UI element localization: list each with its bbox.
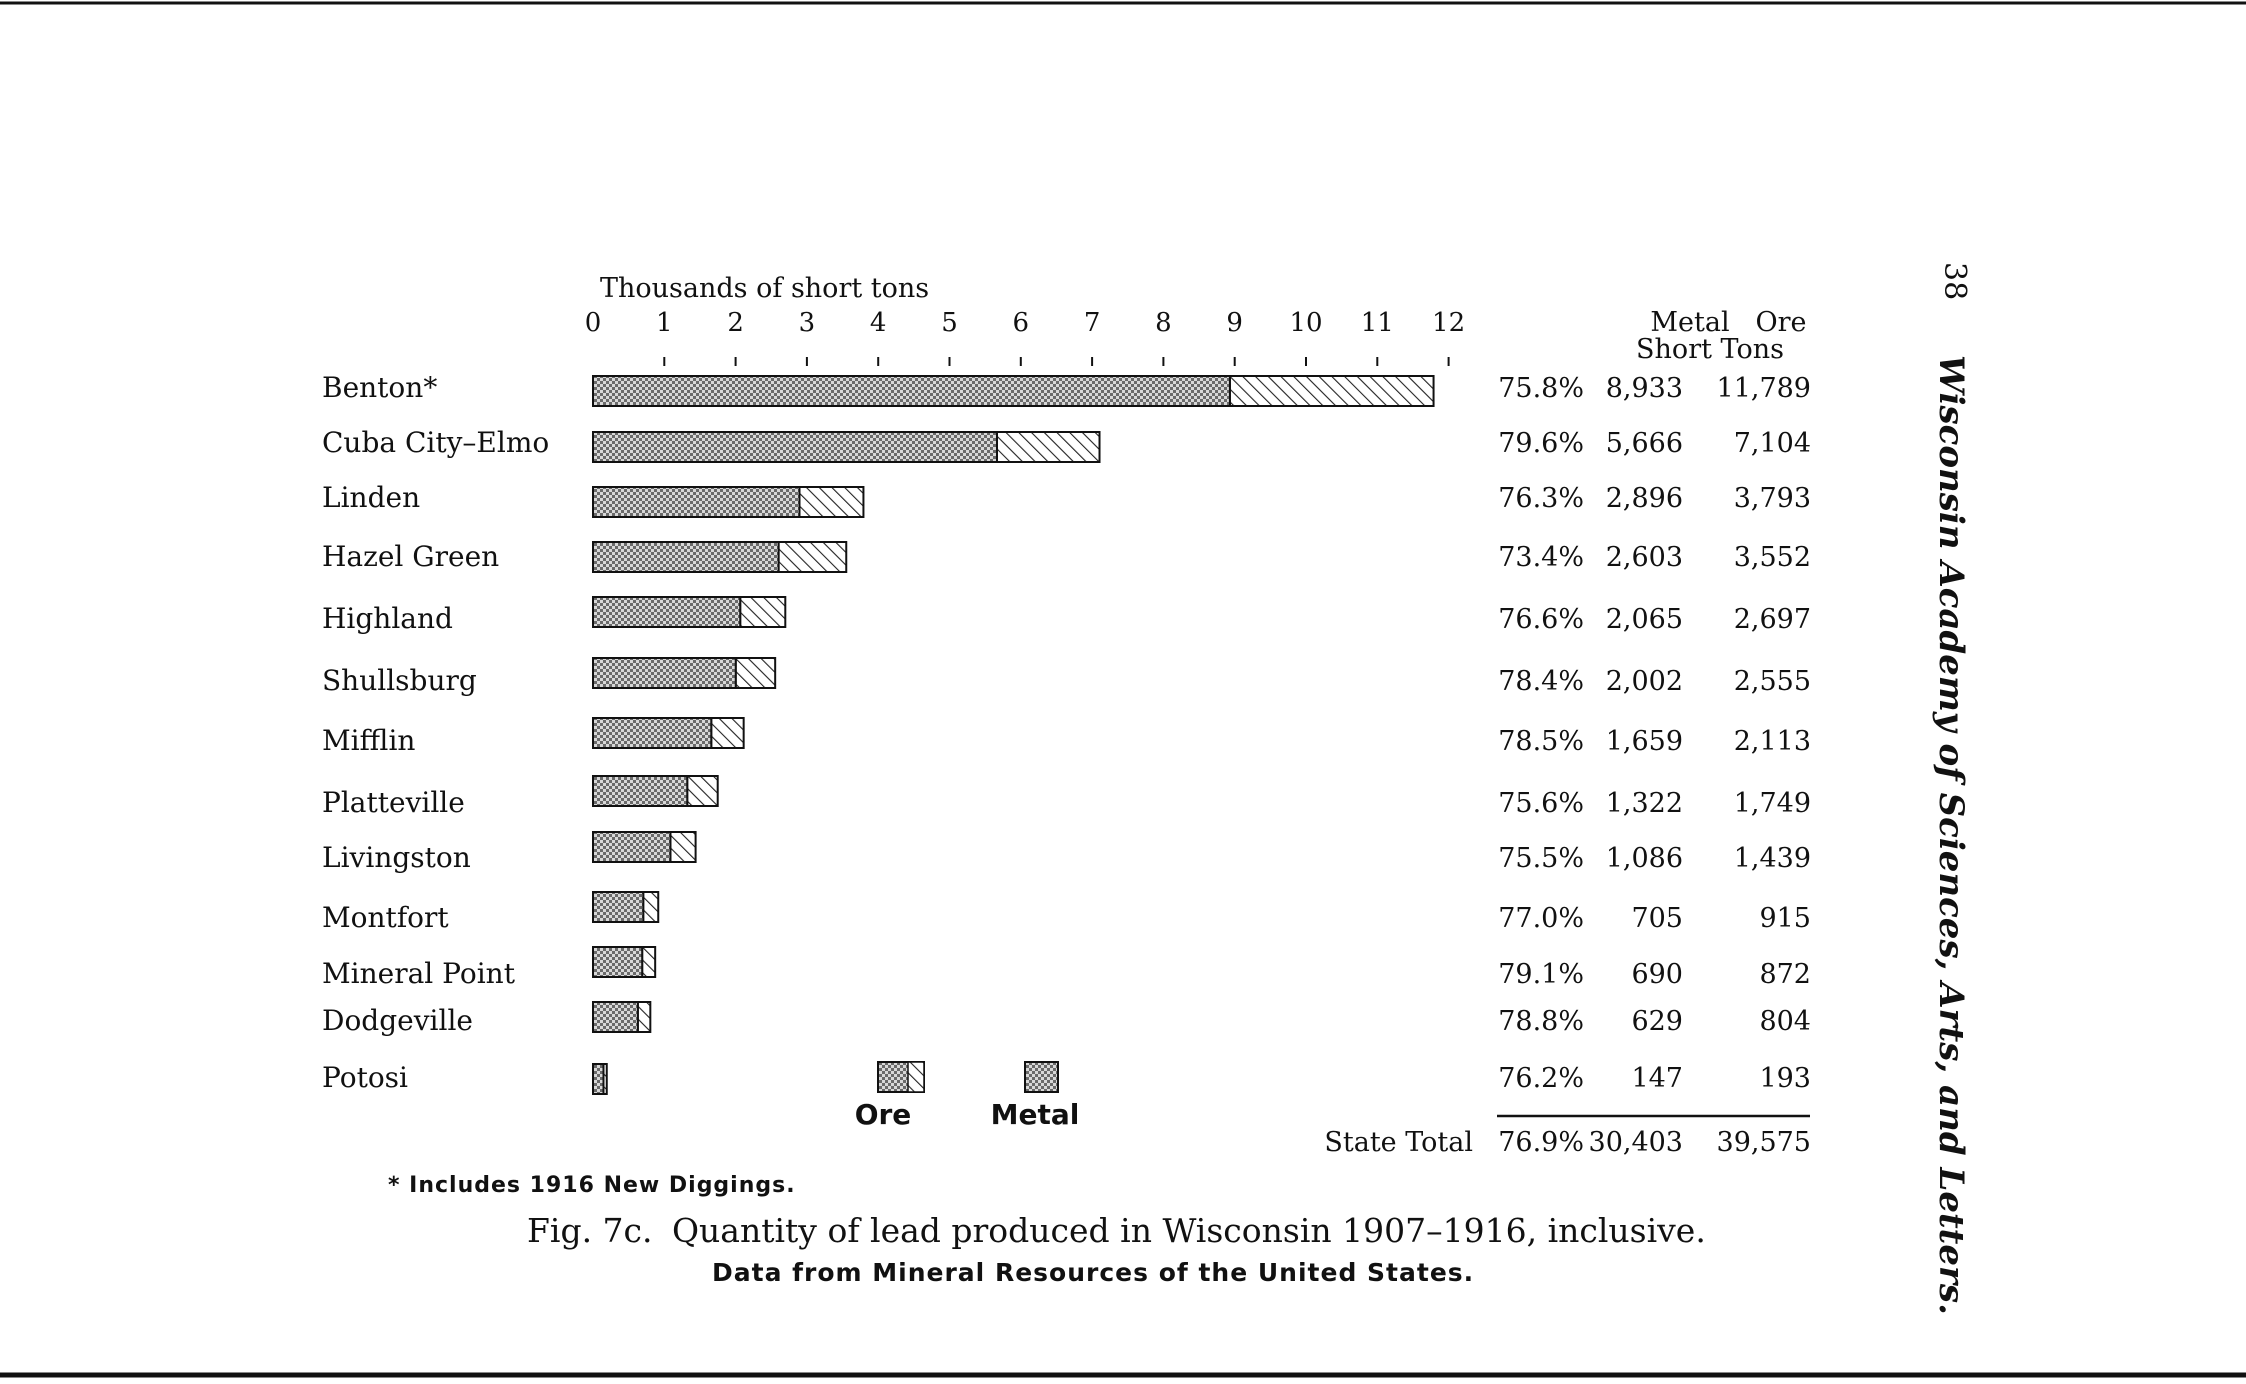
running-head: Wisconsin Academy of Sciences, Arts, and Letters. <box>1931 355 1971 1315</box>
percent-4: 76.6% <box>1498 604 1584 635</box>
category-label-8: Livingston <box>322 841 471 874</box>
bar-metal-1 <box>593 432 997 462</box>
bar-ore-1 <box>997 432 1100 462</box>
figure-caption: Quantity of lead produced in Wisconsin 1907–1916, inclusive. <box>672 1211 1706 1250</box>
category-label-10: Mineral Point <box>322 957 515 990</box>
category-label-1: Cuba City–Elmo <box>322 426 550 459</box>
x-tick-label-8: 8 <box>1155 308 1172 338</box>
ore-tons-6: 2,113 <box>1733 726 1811 757</box>
bar-metal-11 <box>593 1002 638 1032</box>
metal-tons-1: 5,666 <box>1605 428 1683 459</box>
x-tick-label-2: 2 <box>727 308 744 338</box>
metal-tons-8: 1,086 <box>1605 843 1683 874</box>
metal-tons-11: 629 <box>1631 1006 1683 1037</box>
x-tick-label-11: 11 <box>1360 308 1394 338</box>
percent-1: 79.6% <box>1498 428 1584 459</box>
legend-ore-label: Ore <box>854 1098 912 1131</box>
ore-tons-0: 11,789 <box>1716 373 1811 404</box>
x-tick-label-9: 9 <box>1226 308 1243 338</box>
bar-metal-12 <box>593 1064 603 1094</box>
x-tick-label-10: 10 <box>1289 308 1323 338</box>
bar-metal-0 <box>593 376 1230 406</box>
ore-tons-9: 915 <box>1759 903 1811 934</box>
bar-metal-7 <box>593 776 687 806</box>
bar-metal-4 <box>593 597 740 627</box>
x-axis-ticks <box>585 308 1465 366</box>
bar-ore-8 <box>670 832 695 862</box>
percent-10: 79.1% <box>1498 959 1584 990</box>
legend-metal-label: Metal <box>990 1098 1080 1131</box>
x-tick-label-5: 5 <box>941 308 958 338</box>
x-tick-label-12: 12 <box>1432 308 1466 338</box>
x-tick-label-3: 3 <box>798 308 816 338</box>
bar-ore-10 <box>642 947 655 977</box>
ore-tons-7: 1,749 <box>1733 788 1811 819</box>
bar-ore-5 <box>736 658 775 688</box>
x-tick-label-4: 4 <box>869 308 887 338</box>
percent-2: 76.3% <box>1498 483 1584 514</box>
bars <box>593 376 1434 1094</box>
ore-tons-3: 3,552 <box>1733 542 1811 573</box>
table-header-ore: Ore <box>1755 307 1807 338</box>
x-tick-label-6: 6 <box>1012 308 1030 338</box>
legend-metal-swatch <box>1025 1062 1058 1092</box>
table-header-metal: Metal <box>1650 307 1730 338</box>
category-label-12: Potosi <box>322 1061 408 1094</box>
x-axis-title: Thousands of short tons <box>600 273 930 304</box>
ore-tons-5: 2,555 <box>1733 666 1811 697</box>
percent-12: 76.2% <box>1498 1063 1584 1094</box>
percent-8: 75.5% <box>1498 843 1584 874</box>
bar-metal-10 <box>593 947 642 977</box>
figure-caption-prefix: Fig. 7c. <box>527 1211 653 1250</box>
state-total-metal: 30,403 <box>1588 1127 1683 1158</box>
table-header-units: Short Tons <box>1636 334 1784 365</box>
bar-metal-5 <box>593 658 736 688</box>
metal-tons-0: 8,933 <box>1605 373 1683 404</box>
bar-ore-0 <box>1230 376 1434 406</box>
bar-metal-3 <box>593 542 779 572</box>
category-label-9: Montfort <box>322 901 449 934</box>
ore-tons-4: 2,697 <box>1733 604 1811 635</box>
category-label-5: Shullsburg <box>322 664 477 697</box>
legend-ore-swatch-ore-part <box>908 1062 924 1092</box>
percent-3: 73.4% <box>1498 542 1584 573</box>
category-label-11: Dodgeville <box>322 1004 473 1037</box>
percent-0: 75.8% <box>1498 373 1584 404</box>
bar-ore-11 <box>638 1002 650 1032</box>
bar-ore-3 <box>779 542 847 572</box>
metal-tons-2: 2,896 <box>1605 483 1683 514</box>
percent-6: 78.5% <box>1498 726 1584 757</box>
metal-tons-6: 1,659 <box>1605 726 1683 757</box>
bar-metal-8 <box>593 832 670 862</box>
category-label-2: Linden <box>322 481 421 514</box>
ore-tons-12: 193 <box>1759 1063 1811 1094</box>
state-total-percent: 76.9% <box>1498 1127 1584 1158</box>
bar-ore-6 <box>711 718 743 748</box>
ore-tons-10: 872 <box>1759 959 1811 990</box>
bar-metal-2 <box>593 487 799 517</box>
category-label-7: Platteville <box>322 786 465 819</box>
figure-source: Data from Mineral Resources of the United States. <box>712 1258 1475 1287</box>
table-rows <box>322 371 1811 1094</box>
percent-5: 78.4% <box>1498 666 1584 697</box>
bar-ore-2 <box>799 487 863 517</box>
metal-tons-5: 2,002 <box>1605 666 1683 697</box>
footnote: * Includes 1916 New Diggings. <box>388 1173 796 1198</box>
metal-tons-7: 1,322 <box>1605 788 1683 819</box>
bar-ore-9 <box>643 892 658 922</box>
metal-tons-12: 147 <box>1631 1063 1683 1094</box>
category-label-6: Mifflin <box>322 724 416 757</box>
bar-metal-9 <box>593 892 643 922</box>
percent-7: 75.6% <box>1498 788 1584 819</box>
x-tick-label-0: 0 <box>584 308 602 338</box>
category-label-4: Highland <box>322 602 453 635</box>
metal-tons-3: 2,603 <box>1605 542 1683 573</box>
bar-metal-6 <box>593 718 711 748</box>
bar-ore-7 <box>687 776 717 806</box>
percent-11: 78.8% <box>1498 1006 1584 1037</box>
x-tick-label-7: 7 <box>1083 308 1101 338</box>
percent-9: 77.0% <box>1498 903 1584 934</box>
category-label-3: Hazel Green <box>322 540 500 573</box>
x-tick-label-1: 1 <box>656 308 673 338</box>
category-label-0: Benton* <box>322 371 438 404</box>
metal-tons-10: 690 <box>1631 959 1683 990</box>
state-total-label: State Total <box>1324 1127 1473 1158</box>
metal-tons-4: 2,065 <box>1605 604 1683 635</box>
ore-tons-2: 3,793 <box>1733 483 1811 514</box>
bar-ore-4 <box>740 597 785 627</box>
metal-tons-9: 705 <box>1631 903 1683 934</box>
state-total-ore: 39,575 <box>1716 1127 1811 1158</box>
ore-tons-1: 7,104 <box>1733 428 1811 459</box>
ore-tons-8: 1,439 <box>1733 843 1811 874</box>
page-number: 38 <box>1937 262 1972 301</box>
ore-tons-11: 804 <box>1759 1006 1811 1037</box>
